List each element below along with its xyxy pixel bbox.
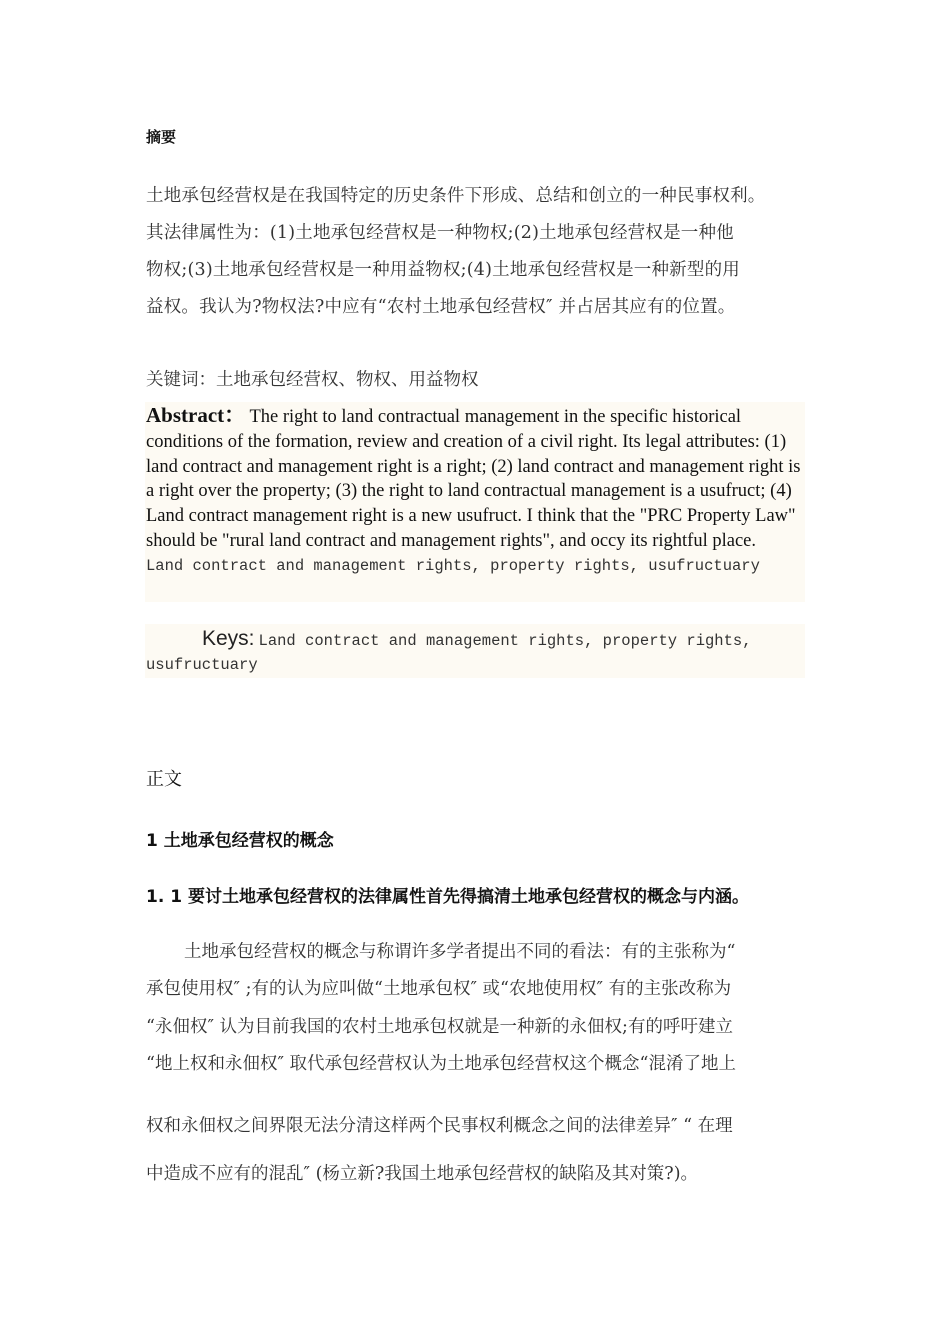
- body-line: 承包使用权″ ;有的认为应叫做“土地承包权″ 或“农地使用权″ 有的主张改称为: [146, 979, 732, 999]
- abstract-en-keywords-line: Land contract and management rights, property rights, usufructuary: [146, 556, 760, 575]
- abstract-cn-line: 益权。我认为?物权法?中应有“农村土地承包经营权″ 并占居其应有的位置。: [146, 297, 736, 317]
- section-1-1-title: 1. 1 要讨土地承包经营权的法律属性首先得搞清土地承包经营权的概念与内涵。: [146, 887, 749, 907]
- abstract-cn-line: 其法律属性为：(1)土地承包经营权是一种物权;(2)土地承包经营权是一种他: [146, 223, 734, 243]
- abstract-cn-line: 物权;(3)土地承包经营权是一种用益物权;(4)土地承包经营权是一种新型的用: [146, 260, 740, 280]
- keywords-chinese: 关键词：土地承包经营权、物权、用益物权: [146, 370, 479, 390]
- section-1-title: 1 土地承包经营权的概念: [146, 831, 334, 851]
- main-text-heading: 正文: [146, 769, 182, 790]
- keys-label: Keys:: [202, 627, 255, 650]
- body-line: 土地承包经营权的概念与称谓许多学者提出不同的看法：有的主张称为“: [184, 942, 736, 962]
- abstract-english: [146, 403, 808, 579]
- summary-heading: 摘要: [146, 128, 177, 146]
- body-line: “地上权和永佃权″ 取代承包经营权认为土地承包经营权这个概念“混淆了地上: [146, 1054, 736, 1074]
- keys-text: Land contract and management rights, property rights, usufructuary: [146, 632, 752, 674]
- abstract-cn-line: 土地承包经营权是在我国特定的历史条件下形成、总结和创立的一种民事权利。: [146, 186, 766, 206]
- abstract-chinese: [146, 178, 826, 326]
- abstract-en-text: The right to land contractual management in the specific historical conditions of the formation, review and creation of a civil right. Its legal attributes: (1) land contract and management right is a right; (2) land contract and management right is a right over the property; (3) the right to land contractual management is a usufruct; (4) Land contract management right is a new usufruct. I think that the "PRC Property Law" should be "rural land contract and management rights", and occy its rightful place.: [146, 407, 801, 551]
- body-line: “永佃权″ 认为目前我国的农村土地承包权就是一种新的永佃权;有的呼吁建立: [146, 1017, 733, 1037]
- body-line: 权和永佃权之间界限无法分清这样两个民事权利概念之间的法律差异″ “ 在理: [146, 1116, 733, 1136]
- keys-english: [146, 627, 786, 677]
- abstract-en-label: Abstract：: [146, 403, 246, 427]
- body-line: 中造成不应有的混乱″ (杨立新?我国土地承包经营权的缺陷及其对策?)。: [146, 1164, 699, 1184]
